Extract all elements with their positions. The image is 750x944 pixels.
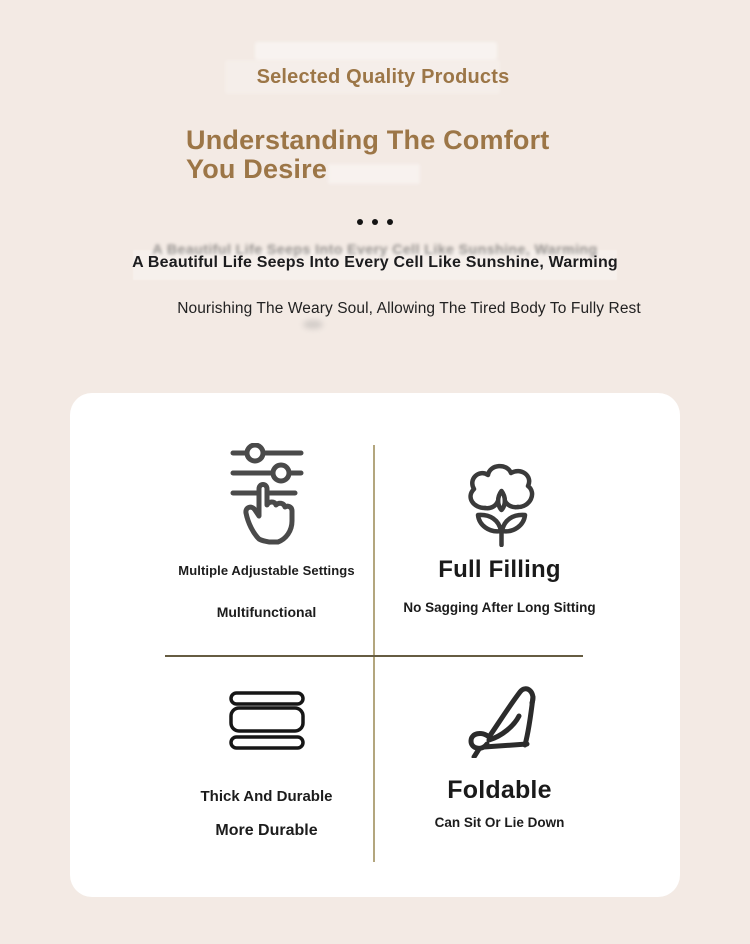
dot-icon (357, 219, 363, 225)
page-title-line1: Understanding The Comfort (186, 125, 550, 155)
foldable-seat-icon (458, 678, 542, 758)
eyebrow-title: Selected Quality Products (256, 66, 510, 88)
feature-subtitle: No Sagging After Long Sitting (403, 600, 596, 615)
stacked-cushion-layers-icon (228, 690, 306, 756)
feature-full-filling (347, 393, 652, 655)
adjustable-sliders-hand-icon (225, 443, 309, 545)
subtitle-line2: Nourishing The Weary Soul, Allowing The Tired Body To Fully Rest (177, 300, 641, 317)
subtitle-line1: A Beautiful Life Seeps Into Every Cell Like Sunshine, Warming (132, 254, 618, 271)
vertical-divider (373, 445, 375, 862)
three-dots-separator-icon (0, 219, 750, 225)
feature-title: Foldable (447, 776, 552, 804)
feature-subtitle: Can Sit Or Lie Down (434, 815, 565, 830)
ghost-text-artifact (255, 42, 497, 60)
features-grid (70, 393, 680, 897)
page-title-line2: You Desire (186, 154, 328, 184)
subtitle-line1-wrap (0, 242, 750, 282)
horizontal-divider (165, 655, 583, 657)
feature-subtitle: Multifunctional (216, 604, 317, 620)
cotton-flower-icon (457, 455, 543, 547)
feature-title: Multiple Adjustable Settings (178, 563, 355, 578)
dot-icon (372, 219, 378, 225)
features-card (70, 393, 680, 897)
feature-foldable (347, 655, 652, 897)
ghost-text-artifact: A Beautiful Life Seeps Into Every Cell Like Sunshine, Warming (152, 242, 598, 257)
dot-icon (387, 219, 393, 225)
feature-title: Full Filling (438, 556, 561, 583)
feature-title: Thick And Durable (200, 788, 333, 805)
feature-subtitle: More Durable (215, 822, 318, 839)
page-title (186, 126, 550, 184)
ghost-text-artifact (303, 320, 323, 329)
